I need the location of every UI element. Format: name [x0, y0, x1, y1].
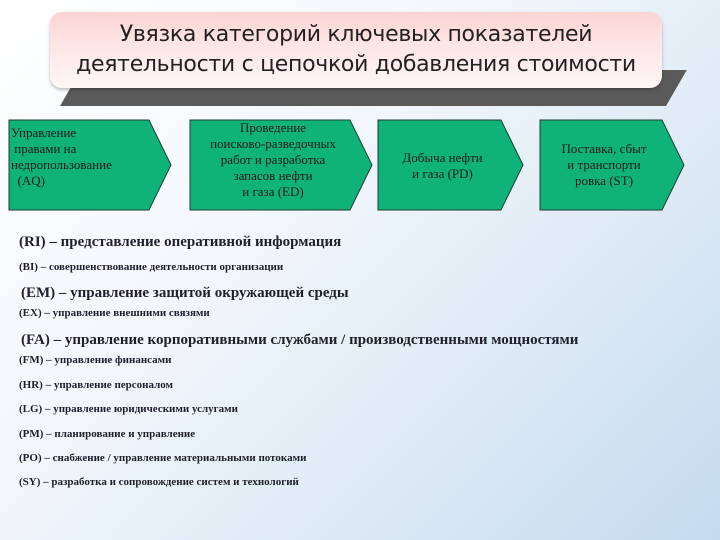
value-chain-step-3-label: [378, 150, 507, 182]
kpi-category-sub: (PM) – планирование и управление: [19, 428, 196, 440]
kpi-category-main: (EM) – управление защитой окружающей среды: [21, 285, 349, 301]
value-chain-step-2-line: и газа (ED): [242, 184, 304, 199]
value-chain-step-2-line: работ и разработка: [220, 152, 326, 167]
kpi-category-sub: (BI) – совершенствование деятельности организации: [19, 261, 284, 273]
value-chain-step-2-line: Проведение: [239, 120, 307, 135]
kpi-category-main: (FA) – управление корпоративными службами / производственными мощностями: [21, 332, 579, 348]
title-line-2: деятельности с цепочкой добавления стоимости: [76, 52, 636, 77]
kpi-category-sub: (FM) – управление финансами: [19, 354, 172, 366]
value-chain-step-2-label: [190, 120, 356, 200]
value-chain-step-2-line: запасов нефти: [233, 168, 313, 183]
value-chain-step-3-line: и газа (PD): [412, 166, 473, 181]
value-chain: [0, 0, 720, 240]
value-chain-step-4-label: [540, 141, 668, 189]
value-chain-step-1-line: недропользование: [11, 157, 112, 172]
kpi-category-sub: (SY) – разработка и сопровождение систем и технологий: [19, 476, 299, 488]
kpi-category-sub: (LG) – управление юридическими услугами: [19, 403, 238, 415]
value-chain-step-1-line: (AQ): [11, 173, 45, 188]
value-chain-step-4-line: Поставка, сбыт: [561, 141, 647, 156]
kpi-category-sub: (PO) – снабжение / управление материальными потоками: [19, 452, 307, 464]
value-chain-step-1-line: Управление: [11, 125, 77, 140]
value-chain-shapes: [0, 0, 720, 240]
title-line-1: Увязка категорий ключевых показателей: [119, 22, 593, 47]
kpi-category-sub: (EX) – управление внешними связями: [19, 307, 210, 319]
value-chain-step-4-line: и транспорти: [567, 157, 641, 172]
value-chain-step-3-line: Добыча нефти: [402, 150, 483, 165]
value-chain-step-2-line: поисково-разведочных: [210, 136, 336, 151]
value-chain-step-1-line: правами на: [11, 141, 77, 156]
value-chain-step-1-label: [11, 125, 155, 189]
kpi-category-main: (RI) – представление оперативной информация: [19, 234, 342, 250]
value-chain-step-4-line: ровка (ST): [574, 173, 634, 188]
kpi-category-sub: (HR) – управление персоналом: [19, 379, 174, 391]
